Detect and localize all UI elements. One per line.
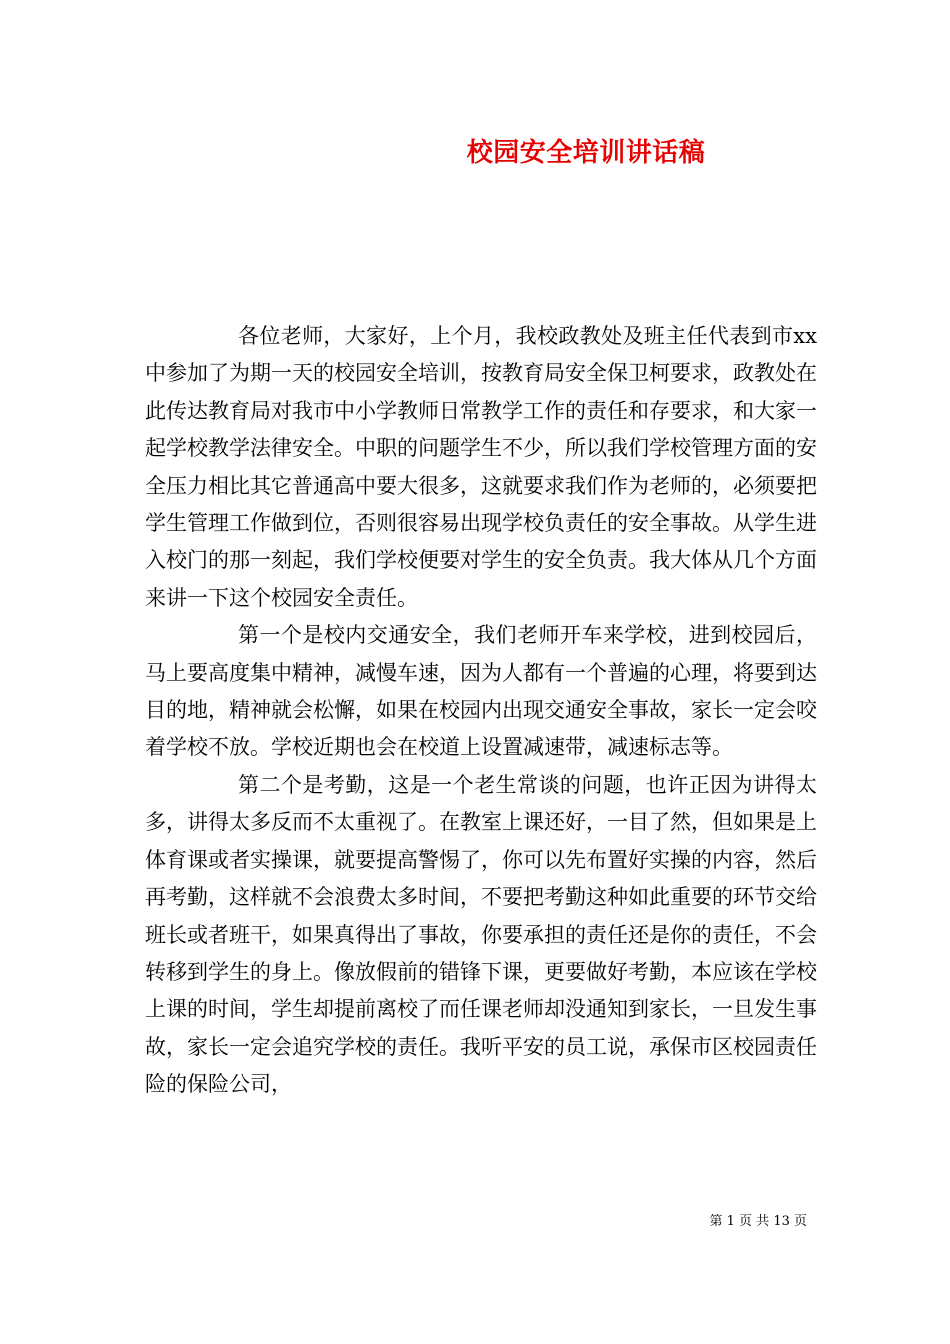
paragraph-attendance: 第二个是考勤，这是一个老生常谈的问题，也许正因为讲得太多，讲得太多反而不太重视了。在教室上课还好，一目了然，但如果是上体育课或者实操课，就要提高警惕了，你可以先布置好实操的内容，然后再考勤，这样就不会浪费太多时间，不要把考勤这种如此重要的环节交给班长或者班干，如果真得出了事故，你要承担的责任还是你的责任，不会转移到学生的身上。像放假前的错锋下课，更要做好考勤，本应该在学校上课的时间，学生却提前离校了而任课老师却没通知到家长，一旦发生事故，家长一定会追究学校的责任。我听平安的员工说，承保市区校园责任险的保险公司， bbox=[145, 772, 817, 1097]
page-number: 第 1 页 共 13 页 bbox=[709, 1214, 807, 1229]
paragraph-traffic-safety: 第一个是校内交通安全，我们老师开车来学校，进到校园后，马上要高度集中精神，减慢车速，因为人都有一个普遍的心理，将要到达目的地，精神就会松懈，如果在校园内出现交通安全事故，家长一定会咬着学校不放。学校近期也会在校道上设置减速带，减速标志等。 bbox=[145, 623, 817, 760]
document-title: 校园安全培训讲话稿 bbox=[466, 138, 706, 168]
paragraph-intro: 各位老师，大家好，上个月，我校政教处及班主任代表到市xx中参加了为期一天的校园安全培训，按教育局安全保卫柯要求，政教处在此传达教育局对我市中小学教师日常教学工作的责任和存要求，和大家一起学校教学法律安全。中职的问题学生不少，所以我们学校管理方面的安全压力相比其它普通高中要大很多，这就要求我们作为老师的，必须要把学生管理工作做到位，否则很容易出现学校负责任的安全事故。从学生进入校门的那一刻起，我们学校便要对学生的安全负责。我大体从几个方面来讲一下这个校园安全责任。 bbox=[145, 324, 817, 610]
document-body bbox=[145, 318, 817, 1104]
